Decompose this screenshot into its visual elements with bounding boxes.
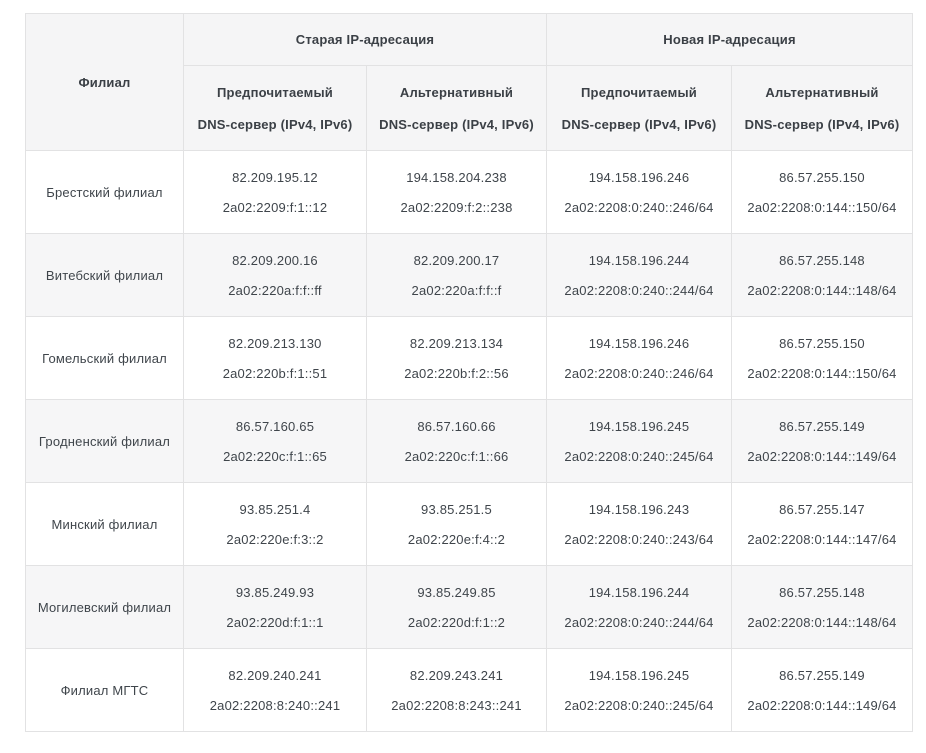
ipv6-address: 2a02:2209:f:2::238 (400, 199, 513, 215)
dns-cell-old-alternative (367, 234, 547, 317)
dns-cell-new-preferred (547, 483, 732, 566)
ipv6-address: 2a02:220e:f:3::2 (226, 531, 324, 547)
subheader-old-alternative-dns (367, 66, 547, 151)
subheader-line1: Предпочитаемый (581, 84, 697, 100)
ipv4-address: 82.209.200.16 (232, 252, 318, 268)
ipv6-address: 2a02:220a:f:f::f (411, 282, 502, 298)
group-header-old-addressing: Старая IP-адресация (184, 14, 547, 66)
ipv6-address: 2a02:2208:8:243::241 (391, 697, 522, 713)
ipv6-address: 2a02:2208:0:240::244/64 (564, 282, 714, 298)
dns-cell-old-preferred (184, 317, 367, 400)
subheader-new-alternative-dns (732, 66, 913, 151)
ipv4-address: 86.57.255.150 (779, 335, 865, 351)
dns-cell-old-alternative (367, 151, 547, 234)
subheader-line1: Предпочитаемый (217, 84, 333, 100)
ipv6-address: 2a02:2208:0:240::246/64 (564, 365, 714, 381)
dns-cell-old-preferred (184, 566, 367, 649)
dns-cell-old-preferred (184, 649, 367, 732)
dns-cell-old-alternative (367, 317, 547, 400)
dns-cell-new-alternative (732, 151, 913, 234)
ipv4-address: 194.158.196.246 (588, 335, 690, 351)
ipv4-address: 194.158.204.238 (406, 169, 507, 185)
ipv6-address: 2a02:220c:f:1::65 (223, 448, 327, 464)
table-body (26, 151, 913, 732)
ipv6-address: 2a02:2208:8:240::241 (209, 697, 341, 713)
table-row (26, 483, 913, 566)
ipv4-address: 86.57.255.148 (779, 252, 865, 268)
dns-cell-new-alternative (732, 234, 913, 317)
dns-cell-new-preferred (547, 234, 732, 317)
dns-cell-old-preferred (184, 483, 367, 566)
ipv6-address: 2a02:2208:0:144::149/64 (747, 697, 897, 713)
ipv4-address: 86.57.255.150 (779, 169, 865, 185)
ipv4-address: 194.158.196.244 (588, 252, 690, 268)
branch-cell: Брестский филиал (26, 151, 184, 234)
dns-cell-old-alternative (367, 566, 547, 649)
ipv4-address: 82.209.243.241 (409, 667, 504, 683)
ipv4-address: 93.85.249.85 (417, 584, 496, 600)
dns-cell-new-preferred (547, 400, 732, 483)
ipv6-address: 2a02:2209:f:1::12 (222, 199, 328, 215)
subheader-line2: DNS-сервер (IPv4, IPv6) (561, 116, 717, 132)
ipv4-address: 93.85.249.93 (235, 584, 315, 600)
dns-servers-table (25, 13, 913, 732)
ipv6-address: 2a02:2208:0:240::244/64 (564, 614, 714, 630)
table-row (26, 234, 913, 317)
ipv4-address: 93.85.251.5 (421, 501, 492, 517)
table-row (26, 649, 913, 732)
ipv6-address: 2a02:2208:0:240::246/64 (564, 199, 714, 215)
ipv6-address: 2a02:2208:0:144::147/64 (747, 531, 897, 547)
ipv4-address: 86.57.160.65 (235, 418, 315, 434)
group-header-row (26, 14, 913, 66)
table-row (26, 566, 913, 649)
subheader-line2: DNS-сервер (IPv4, IPv6) (744, 116, 900, 132)
group-header-new-addressing: Новая IP-адресация (547, 14, 913, 66)
ipv6-address: 2a02:2208:0:144::149/64 (747, 448, 897, 464)
subheader-line2: DNS-сервер (IPv4, IPv6) (197, 116, 353, 132)
ipv6-address: 2a02:2208:0:144::150/64 (747, 199, 897, 215)
subheader-line1: Альтернативный (765, 84, 879, 100)
ipv6-address: 2a02:220b:f:1::51 (222, 365, 328, 381)
dns-cell-old-preferred (184, 234, 367, 317)
dns-cell-new-alternative (732, 400, 913, 483)
ipv6-address: 2a02:2208:0:144::148/64 (747, 282, 897, 298)
ipv4-address: 194.158.196.245 (588, 667, 690, 683)
dns-cell-new-preferred (547, 151, 732, 234)
ipv6-address: 2a02:2208:0:240::243/64 (564, 531, 714, 547)
table-row (26, 151, 913, 234)
ipv4-address: 194.158.196.243 (588, 501, 690, 517)
ipv4-address: 86.57.160.66 (417, 418, 496, 434)
subheader-line1: Альтернативный (399, 84, 514, 100)
ipv6-address: 2a02:220e:f:4::2 (407, 531, 506, 547)
table-header (26, 14, 913, 151)
table-row (26, 400, 913, 483)
ipv4-address: 82.209.240.241 (228, 667, 322, 683)
ipv6-address: 2a02:2208:0:144::150/64 (747, 365, 897, 381)
dns-cell-new-preferred (547, 566, 732, 649)
ipv6-address: 2a02:220d:f:1::1 (226, 614, 324, 630)
ipv6-address: 2a02:2208:0:144::148/64 (747, 614, 897, 630)
subheader-old-preferred-dns (184, 66, 367, 151)
dns-cell-new-alternative (732, 317, 913, 400)
ipv4-address: 86.57.255.147 (779, 501, 865, 517)
ipv4-address: 194.158.196.245 (588, 418, 690, 434)
branch-cell: Гродненский филиал (26, 400, 184, 483)
branch-cell: Филиал МГТС (26, 649, 184, 732)
branch-cell: Минский филиал (26, 483, 184, 566)
dns-cell-new-alternative (732, 649, 913, 732)
dns-cell-new-alternative (732, 483, 913, 566)
dns-cell-old-alternative (367, 649, 547, 732)
dns-cell-new-alternative (732, 566, 913, 649)
table-row (26, 317, 913, 400)
dns-cell-new-preferred (547, 649, 732, 732)
branch-cell: Гомельский филиал (26, 317, 184, 400)
subheader-new-preferred-dns (547, 66, 732, 151)
ipv6-address: 2a02:220a:f:f::ff (228, 282, 322, 298)
branch-column-header: Филиал (26, 14, 184, 151)
branch-cell: Могилевский филиал (26, 566, 184, 649)
ipv4-address: 86.57.255.149 (779, 418, 865, 434)
ipv4-address: 86.57.255.149 (779, 667, 865, 683)
ipv4-address: 82.209.213.130 (228, 335, 322, 351)
ipv4-address: 194.158.196.246 (588, 169, 690, 185)
dns-cell-new-preferred (547, 317, 732, 400)
subheader-line2: DNS-сервер (IPv4, IPv6) (379, 116, 534, 132)
branch-cell: Витебский филиал (26, 234, 184, 317)
dns-cell-old-alternative (367, 400, 547, 483)
ipv4-address: 82.209.195.12 (232, 169, 318, 185)
ipv6-address: 2a02:220c:f:1::66 (404, 448, 509, 464)
ipv4-address: 82.209.213.134 (409, 335, 504, 351)
dns-cell-old-preferred (184, 400, 367, 483)
ipv4-address: 93.85.251.4 (239, 501, 311, 517)
ipv6-address: 2a02:2208:0:240::245/64 (564, 697, 714, 713)
dns-cell-old-alternative (367, 483, 547, 566)
ipv6-address: 2a02:220b:f:2::56 (404, 365, 509, 381)
ipv4-address: 82.209.200.17 (413, 252, 500, 268)
dns-cell-old-preferred (184, 151, 367, 234)
ipv4-address: 194.158.196.244 (588, 584, 690, 600)
ipv4-address: 86.57.255.148 (779, 584, 865, 600)
ipv6-address: 2a02:220d:f:1::2 (407, 614, 506, 630)
ipv6-address: 2a02:2208:0:240::245/64 (564, 448, 714, 464)
